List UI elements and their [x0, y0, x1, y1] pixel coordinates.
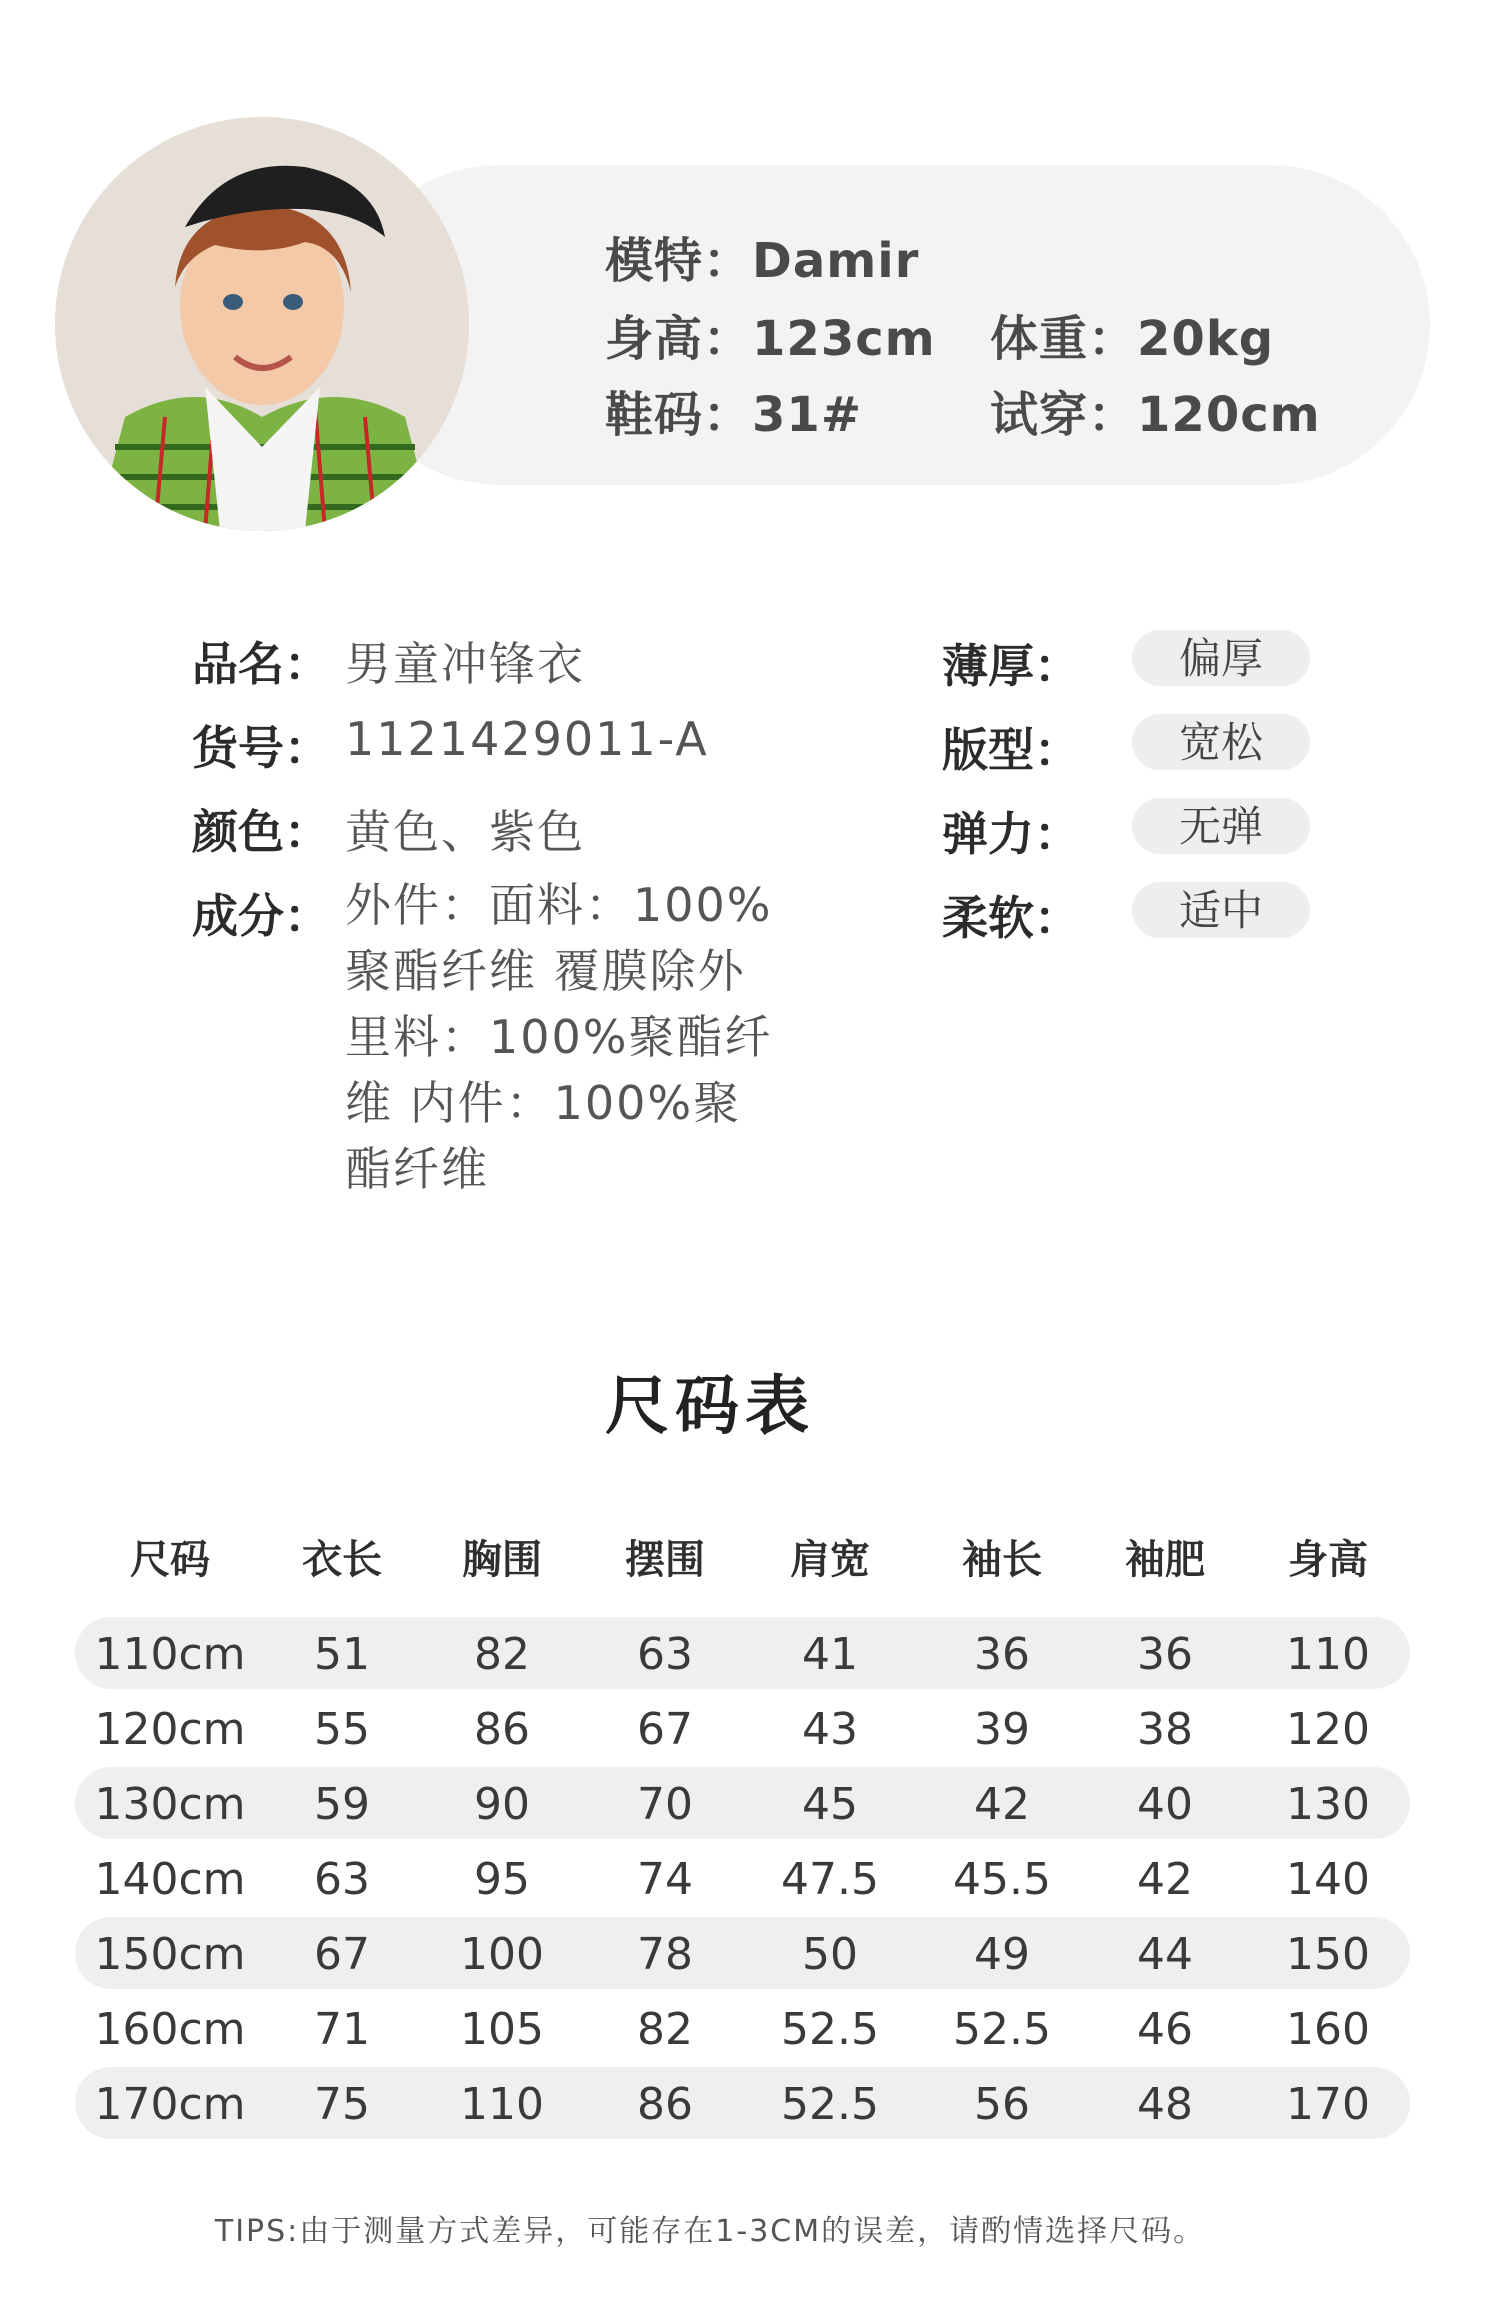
cell-shoulder: 52.5 — [781, 2079, 879, 2130]
cell-sleeve-length: 45.5 — [953, 1854, 1051, 1905]
cell-length: 75 — [314, 2079, 370, 2130]
model-name-label: 模特： — [605, 233, 753, 289]
product-name-value: 男童冲锋衣 — [345, 637, 585, 691]
cell-sleeve-width: 40 — [1137, 1779, 1193, 1830]
cell-hem: 86 — [637, 2079, 693, 2130]
composition-line: 聚酯纤维 覆膜除外 — [345, 944, 746, 998]
model-height-row — [605, 300, 936, 369]
cell-size: 170cm — [94, 2079, 246, 2130]
cell-body-height: 130 — [1286, 1779, 1370, 1830]
cell-size: 130cm — [94, 1779, 246, 1830]
header-length: 衣长 — [302, 1537, 382, 1583]
cell-body-height: 110 — [1286, 1629, 1370, 1680]
header-sleeve-length: 袖长 — [962, 1537, 1042, 1583]
composition-line: 维 内件：100%聚 — [345, 1076, 742, 1130]
header-body-height: 身高 — [1288, 1537, 1368, 1583]
model-tryon-label: 试穿： — [990, 387, 1138, 443]
header-sleeve-width: 袖肥 — [1125, 1537, 1205, 1583]
model-photo — [55, 117, 469, 531]
model-weight-label: 体重： — [990, 311, 1138, 367]
cell-chest: 82 — [474, 1629, 530, 1680]
table-row — [75, 2067, 1410, 2139]
model-name-row — [605, 222, 919, 291]
header-hem: 摆围 — [625, 1537, 705, 1583]
table-row — [75, 1917, 1410, 1989]
product-sku-label: 货号： — [192, 721, 330, 775]
table-row — [75, 1842, 1410, 1914]
attr-fit-label: 版型： — [942, 723, 1080, 777]
cell-hem: 67 — [637, 1704, 693, 1755]
cell-shoulder: 43 — [802, 1704, 858, 1755]
cell-shoulder: 50 — [802, 1929, 858, 1980]
cell-size: 120cm — [94, 1704, 246, 1755]
composition-line: 外件：面料：100% — [345, 878, 773, 932]
cell-hem: 63 — [637, 1629, 693, 1680]
cell-body-height: 160 — [1286, 2004, 1370, 2055]
cell-length: 59 — [314, 1779, 370, 1830]
size-table-title: 尺码表 — [605, 1370, 815, 1444]
cell-size: 160cm — [94, 2004, 246, 2055]
cell-size: 110cm — [94, 1629, 246, 1680]
cell-body-height: 170 — [1286, 2079, 1370, 2130]
model-tryon-value: 120cm — [1137, 387, 1321, 443]
cell-hem: 78 — [637, 1929, 693, 1980]
model-shoe-row — [605, 376, 862, 445]
product-color-label: 颜色： — [192, 805, 330, 859]
cell-sleeve-length: 52.5 — [953, 2004, 1051, 2055]
model-height-value: 123cm — [752, 311, 936, 367]
cell-sleeve-width: 36 — [1137, 1629, 1193, 1680]
attr-thickness-label: 薄厚： — [942, 639, 1080, 693]
cell-size: 150cm — [94, 1929, 246, 1980]
attr-thickness-pill: 偏厚 — [1132, 630, 1310, 686]
product-composition-label: 成分： — [192, 889, 330, 943]
cell-sleeve-length: 39 — [974, 1704, 1030, 1755]
product-sku-value: 1121429011-A — [345, 712, 709, 766]
header-size: 尺码 — [130, 1537, 210, 1583]
attr-softness-label: 柔软： — [942, 891, 1080, 945]
cell-sleeve-length: 56 — [974, 2079, 1030, 2130]
cell-length: 51 — [314, 1629, 370, 1680]
cell-sleeve-width: 48 — [1137, 2079, 1193, 2130]
size-table-header — [0, 1528, 1420, 1584]
table-row — [75, 1692, 1410, 1764]
header-shoulder: 肩宽 — [790, 1537, 870, 1583]
table-row — [75, 1617, 1410, 1689]
attr-softness-pill: 适中 — [1132, 882, 1310, 938]
cell-sleeve-width: 44 — [1137, 1929, 1193, 1980]
cell-shoulder: 52.5 — [781, 2004, 879, 2055]
cell-shoulder: 41 — [802, 1629, 858, 1680]
cell-body-height: 120 — [1286, 1704, 1370, 1755]
cell-body-height: 150 — [1286, 1929, 1370, 1980]
model-weight-value: 20kg — [1137, 311, 1275, 367]
product-color-value: 黄色、紫色 — [345, 805, 585, 859]
cell-body-height: 140 — [1286, 1854, 1370, 1905]
cell-chest: 90 — [474, 1779, 530, 1830]
cell-chest: 95 — [474, 1854, 530, 1905]
attr-stretch-label: 弹力： — [942, 807, 1080, 861]
table-row — [75, 1767, 1410, 1839]
measurement-tips: TIPS:由于测量方式差异，可能存在1-3CM的误差，请酌情选择尺码。 — [214, 2214, 1206, 2249]
model-name-value: Damir — [752, 233, 920, 289]
cell-chest: 86 — [474, 1704, 530, 1755]
composition-line: 里料：100%聚酯纤 — [345, 1010, 773, 1064]
product-name-label: 品名： — [192, 637, 330, 691]
cell-chest: 100 — [460, 1929, 544, 1980]
attr-fit-pill: 宽松 — [1132, 714, 1310, 770]
cell-shoulder: 45 — [802, 1779, 858, 1830]
cell-length: 71 — [314, 2004, 370, 2055]
cell-sleeve-width: 42 — [1137, 1854, 1193, 1905]
model-shoe-label: 鞋码： — [605, 387, 753, 443]
cell-chest: 110 — [460, 2079, 544, 2130]
cell-length: 55 — [314, 1704, 370, 1755]
table-row — [75, 1992, 1410, 2064]
cell-sleeve-length: 49 — [974, 1929, 1030, 1980]
header-chest: 胸围 — [462, 1537, 542, 1583]
model-weight-row — [990, 300, 1274, 369]
cell-sleeve-width: 38 — [1137, 1704, 1193, 1755]
composition-line: 酯纤维 — [345, 1142, 489, 1196]
attr-stretch-pill: 无弹 — [1132, 798, 1310, 854]
cell-chest: 105 — [460, 2004, 544, 2055]
cell-size: 140cm — [94, 1854, 246, 1905]
model-shoe-value: 31# — [752, 387, 863, 443]
cell-sleeve-length: 42 — [974, 1779, 1030, 1830]
model-portrait-image — [55, 117, 469, 531]
cell-hem: 74 — [637, 1854, 693, 1905]
cell-hem: 82 — [637, 2004, 693, 2055]
cell-length: 67 — [314, 1929, 370, 1980]
cell-sleeve-width: 46 — [1137, 2004, 1193, 2055]
cell-hem: 70 — [637, 1779, 693, 1830]
model-height-label: 身高： — [605, 311, 753, 367]
cell-sleeve-length: 36 — [974, 1629, 1030, 1680]
cell-shoulder: 47.5 — [781, 1854, 879, 1905]
cell-length: 63 — [314, 1854, 370, 1905]
model-tryon-row — [990, 376, 1321, 445]
product-composition-value — [345, 872, 815, 1202]
